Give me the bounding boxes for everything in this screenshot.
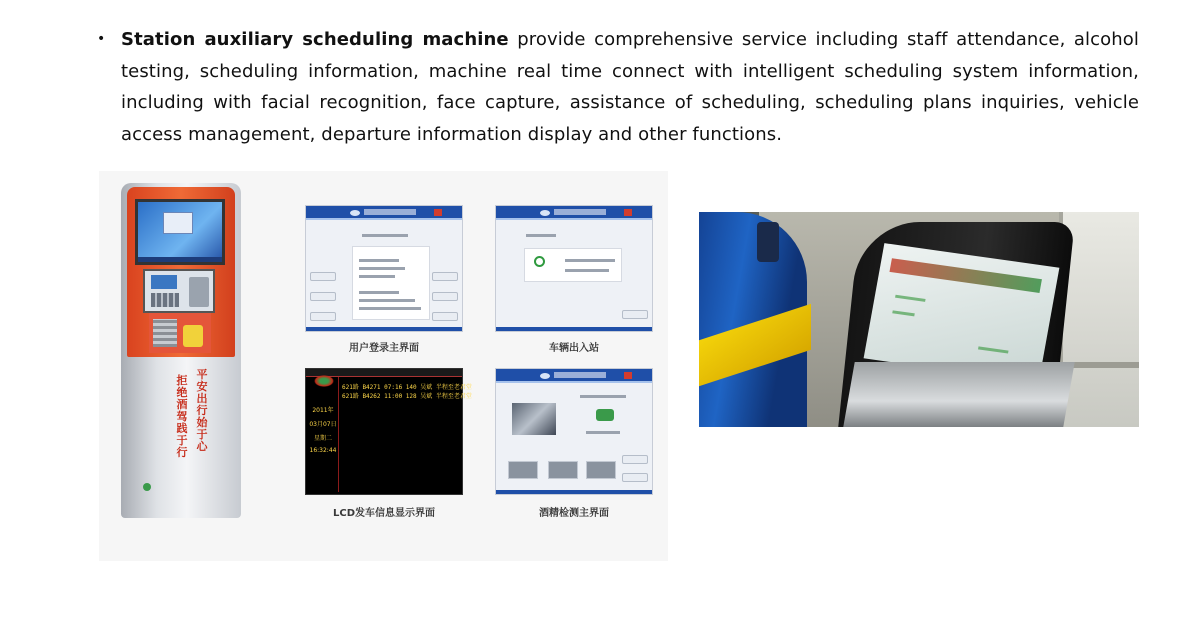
screen-footer	[306, 327, 462, 331]
check-icon	[534, 256, 545, 267]
kiosk-taskbar	[138, 257, 222, 262]
kiosk-reader-panel	[143, 269, 215, 313]
side-button	[310, 312, 336, 321]
photo-cuff	[757, 222, 779, 262]
logo-icon	[540, 373, 550, 379]
company-logo-icon	[143, 483, 151, 491]
info-line	[359, 267, 405, 270]
screen-text	[895, 295, 926, 302]
emblem-icon	[314, 375, 334, 387]
prompt-line	[362, 234, 408, 237]
departure-row: 621路 B4262 11:00 128 吴斌 半程至老君堂	[342, 393, 472, 400]
description-text	[121, 24, 1139, 150]
kiosk-lower-panel	[149, 313, 211, 353]
capture-thumbnail	[508, 461, 538, 479]
login-screen-shot	[305, 205, 463, 332]
prompt-line	[580, 395, 626, 398]
side-button	[432, 312, 458, 321]
kiosk-machine	[121, 183, 243, 523]
kiosk-usage-photo	[699, 212, 1139, 427]
lcd-screen-shot	[305, 368, 472, 495]
side-button	[310, 292, 336, 301]
kiosk-slogan-right: 平安出行始于心	[196, 368, 208, 453]
side-button	[432, 292, 458, 301]
description-body: provide comprehensive service including staff attendance, alcohol testing, scheduling information, machine real time connect with intelligent scheduling system information, including with facial recognition, face capture, assistance of scheduling, scheduling plans inquiries, vehicle access management, departure information display and other functions.	[121, 29, 1139, 145]
info-line	[359, 275, 395, 278]
info-line	[359, 259, 399, 262]
kiosk-dialog	[163, 212, 193, 234]
user-info-card	[352, 246, 430, 320]
confirm-button	[622, 310, 648, 319]
bullet-point: •	[97, 31, 106, 47]
kiosk-slogan-left: 拒绝酒驾践于行	[176, 374, 188, 459]
photo-kiosk-base	[843, 362, 1074, 427]
face-capture-photo	[512, 403, 556, 435]
lcd-divider	[338, 377, 339, 492]
kiosk-keypad	[153, 319, 177, 347]
caption-login: 用户登录主界面	[349, 343, 419, 354]
lcd-weekday: 星期二	[313, 435, 332, 442]
screen-title	[554, 372, 606, 378]
logo-icon	[540, 210, 550, 216]
kiosk-breath-tester	[183, 325, 203, 347]
side-button	[432, 272, 458, 281]
lcd-time: 16:32:44	[309, 447, 337, 454]
logo-icon	[350, 210, 360, 216]
next-button	[622, 455, 648, 464]
info-line	[359, 307, 421, 310]
screen-footer	[496, 490, 652, 494]
bold-lead: Station auxiliary scheduling machine	[121, 29, 509, 50]
close-icon	[624, 372, 632, 379]
info-line	[359, 291, 399, 294]
kiosk-keys	[151, 293, 179, 307]
kiosk-lcd	[151, 275, 177, 289]
info-line	[359, 299, 415, 302]
close-icon	[434, 209, 442, 216]
lcd-date: 03月07日	[309, 421, 337, 428]
vehicle-screen-shot	[495, 205, 653, 332]
caption-lcd: LCD发车信息显示界面	[332, 508, 435, 519]
capture-thumbnail	[586, 461, 616, 479]
screen-text	[892, 310, 915, 316]
info-line	[565, 259, 615, 262]
screen-title	[364, 209, 416, 215]
lcd-year: 2011年	[312, 407, 334, 414]
close-icon	[624, 209, 632, 216]
departure-row: 621路 B4271 07:16 140 吴斌 半程至老君堂	[342, 384, 472, 391]
info-line	[565, 269, 609, 272]
screen-footer	[496, 327, 652, 331]
caption-alcohol: 酒精检测主界面	[539, 508, 609, 519]
screen-header	[306, 206, 462, 220]
screen-text	[978, 346, 1009, 353]
capture-thumbnail	[548, 461, 578, 479]
kiosk-screen	[135, 199, 225, 265]
prompt-line	[526, 234, 556, 237]
kiosk-base-logo	[143, 483, 219, 493]
side-button	[310, 272, 336, 281]
caption-vehicle: 车辆出入站	[549, 343, 599, 354]
description-paragraph	[97, 24, 1139, 150]
screen-title	[554, 209, 606, 215]
screen-header	[496, 206, 652, 220]
info-line	[586, 431, 620, 434]
screen-banner	[889, 258, 1041, 293]
back-button	[622, 473, 648, 482]
kiosk-card-slot	[189, 277, 209, 307]
alcohol-screen-shot	[495, 368, 653, 495]
product-figure	[99, 171, 668, 561]
pass-badge	[596, 409, 614, 421]
screen-header	[496, 369, 652, 383]
